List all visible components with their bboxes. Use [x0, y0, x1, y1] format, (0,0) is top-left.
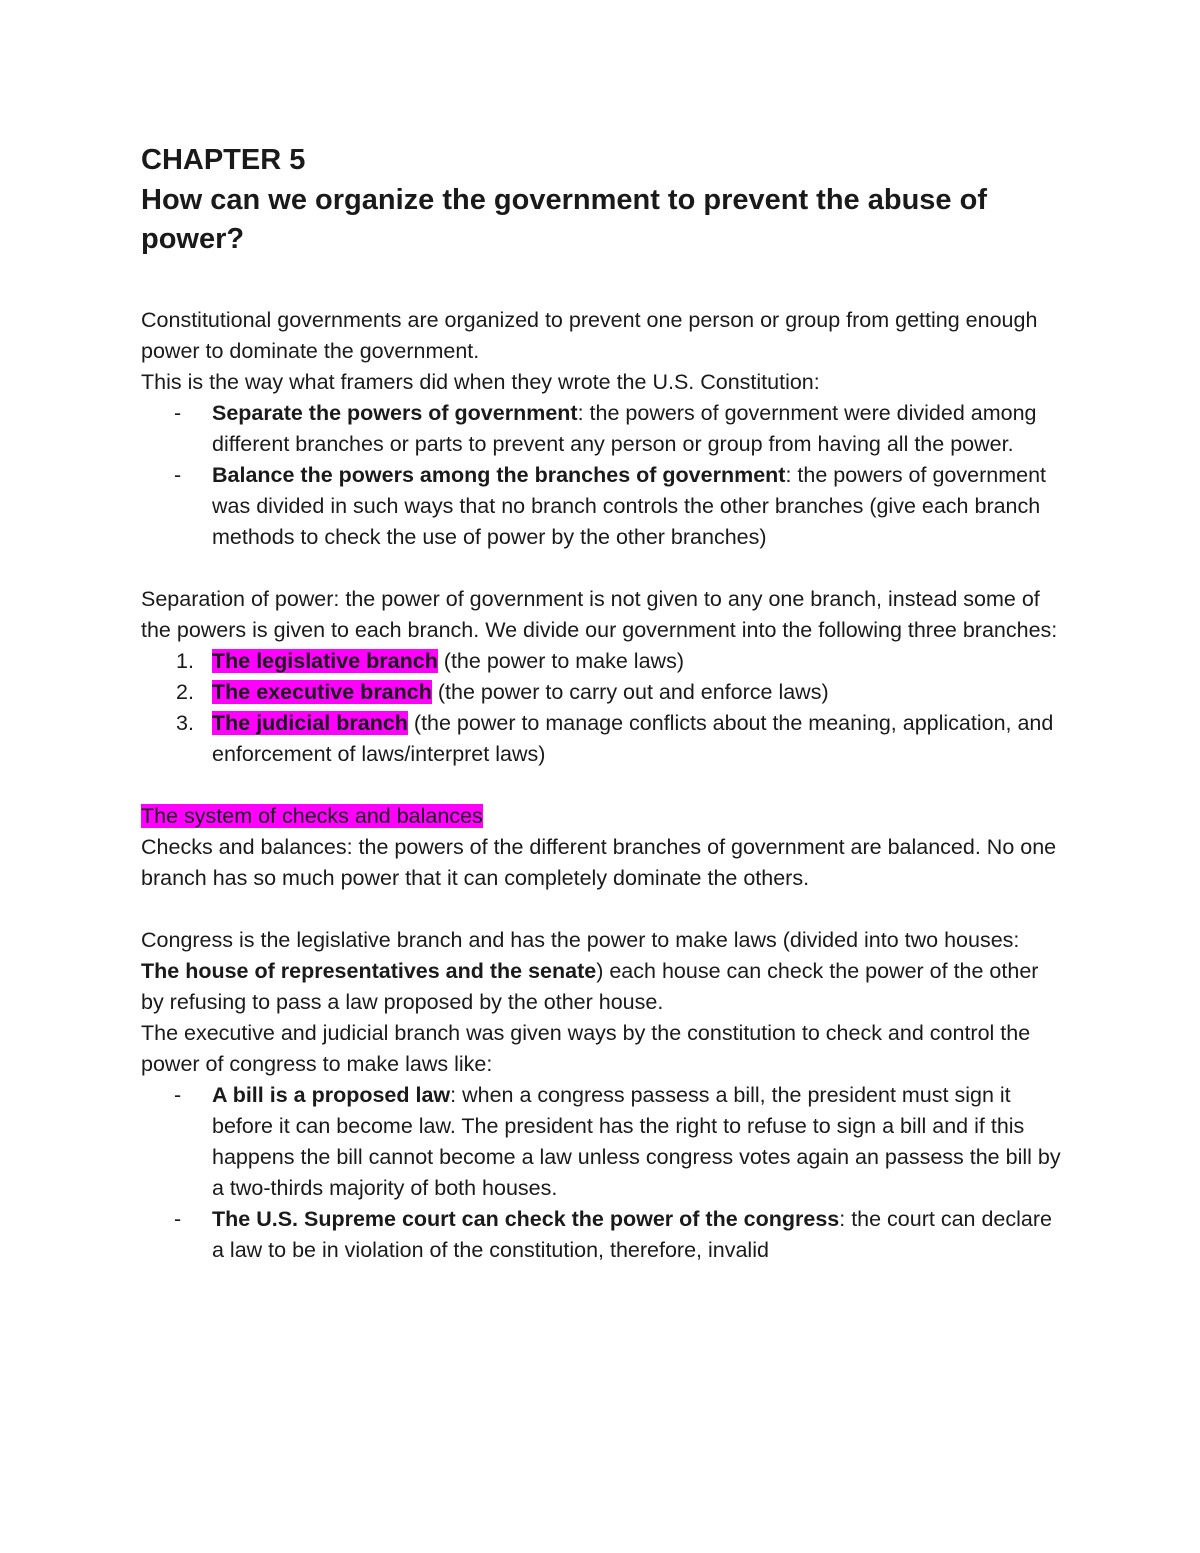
- bullet-dash: -: [174, 1083, 182, 1107]
- highlighted-term: The legislative branch: [212, 649, 438, 673]
- bullet-text: : the powers of government was divided in such ways that no branch controls the other branches (give each branch methods to check the use of power by the other branches): [212, 463, 1046, 549]
- bullet-dash: -: [174, 463, 182, 487]
- list-number: 2.: [176, 680, 194, 704]
- bullet-term: Balance the powers among the branches of government: [212, 463, 786, 487]
- checks-heading: [141, 801, 1061, 832]
- bullet-text: : when a congress passess a bill, the president must sign it before it can become law. The president has the right to refuse to sign a bill and if this happens the bill cannot become a law unless congress votes again an passess the bill by a two-thirds majority of both houses.: [212, 1083, 1061, 1200]
- list-number: 1.: [176, 649, 194, 673]
- list-item: [141, 646, 1061, 677]
- highlighted-term: The executive branch: [212, 680, 432, 704]
- congress-text-a: Congress is the legislative branch and has the power to make laws (divided into two houses:: [141, 928, 1020, 952]
- framers-paragraph: This is the way what framers did when they wrote the U.S. Constitution:: [141, 370, 820, 394]
- list-number: 3.: [176, 711, 194, 735]
- list-item: [141, 1204, 1061, 1266]
- congress-bold-term: The house of representatives and the senate: [141, 959, 597, 983]
- intro-paragraph: Constitutional governments are organized to prevent one person or group from getting enough power to dominate the government.: [141, 308, 1038, 363]
- highlighted-term: The judicial branch: [212, 711, 408, 735]
- bullet-term: A bill is a proposed law: [212, 1083, 451, 1107]
- document-content: [141, 139, 1061, 1266]
- bullet-text: : the powers of government were divided among different branches or parts to prevent any person or group from having all the power.: [212, 401, 1037, 456]
- bullet-dash: -: [174, 401, 182, 425]
- congress-text-b: ) each house can check the power of the other by refusing to pass a law proposed by the other house.: [141, 959, 1039, 1014]
- list-item: [141, 677, 1061, 708]
- checks-bullet-list: [141, 1080, 1061, 1266]
- bullet-term: Separate the powers of government: [212, 401, 578, 425]
- executive-judicial-paragraph: The executive and judicial branch was given ways by the constitution to check and control the power of congress to make laws like:: [141, 1021, 1031, 1076]
- item-text: (the power to manage conflicts about the meaning, application, and enforcement of laws/interpret laws): [212, 711, 1054, 766]
- highlighted-heading: The system of checks and balances: [141, 804, 483, 828]
- list-item: [141, 398, 1061, 460]
- bullet-dash: -: [174, 1207, 182, 1231]
- item-text: (the power to make laws): [437, 649, 684, 673]
- separation-paragraph: Separation of power: the power of government is not given to any one branch, instead some of the powers is given to each branch. We divide our government into the following three branches:: [141, 587, 1058, 642]
- list-item: [141, 1080, 1061, 1204]
- checks-paragraph: Checks and balances: the powers of the different branches of government are balanced. No one branch has so much power that it can completely dominate the others.: [141, 835, 1057, 890]
- chapter-title: How can we organize the government to prevent the abuse of power?: [141, 184, 987, 255]
- framers-bullet-list: [141, 398, 1061, 553]
- bullet-term: The U.S. Supreme court can check the power of the congress: [212, 1207, 840, 1231]
- list-item: [141, 460, 1061, 553]
- list-item: [141, 708, 1061, 770]
- congress-paragraph: [141, 925, 1061, 1018]
- branches-numbered-list: [141, 646, 1061, 770]
- item-text: (the power to carry out and enforce laws): [431, 680, 829, 704]
- bullet-text: : the court can declare a law to be in violation of the constitution, therefore, invalid: [212, 1207, 1052, 1262]
- chapter-heading: CHAPTER 5: [141, 144, 306, 176]
